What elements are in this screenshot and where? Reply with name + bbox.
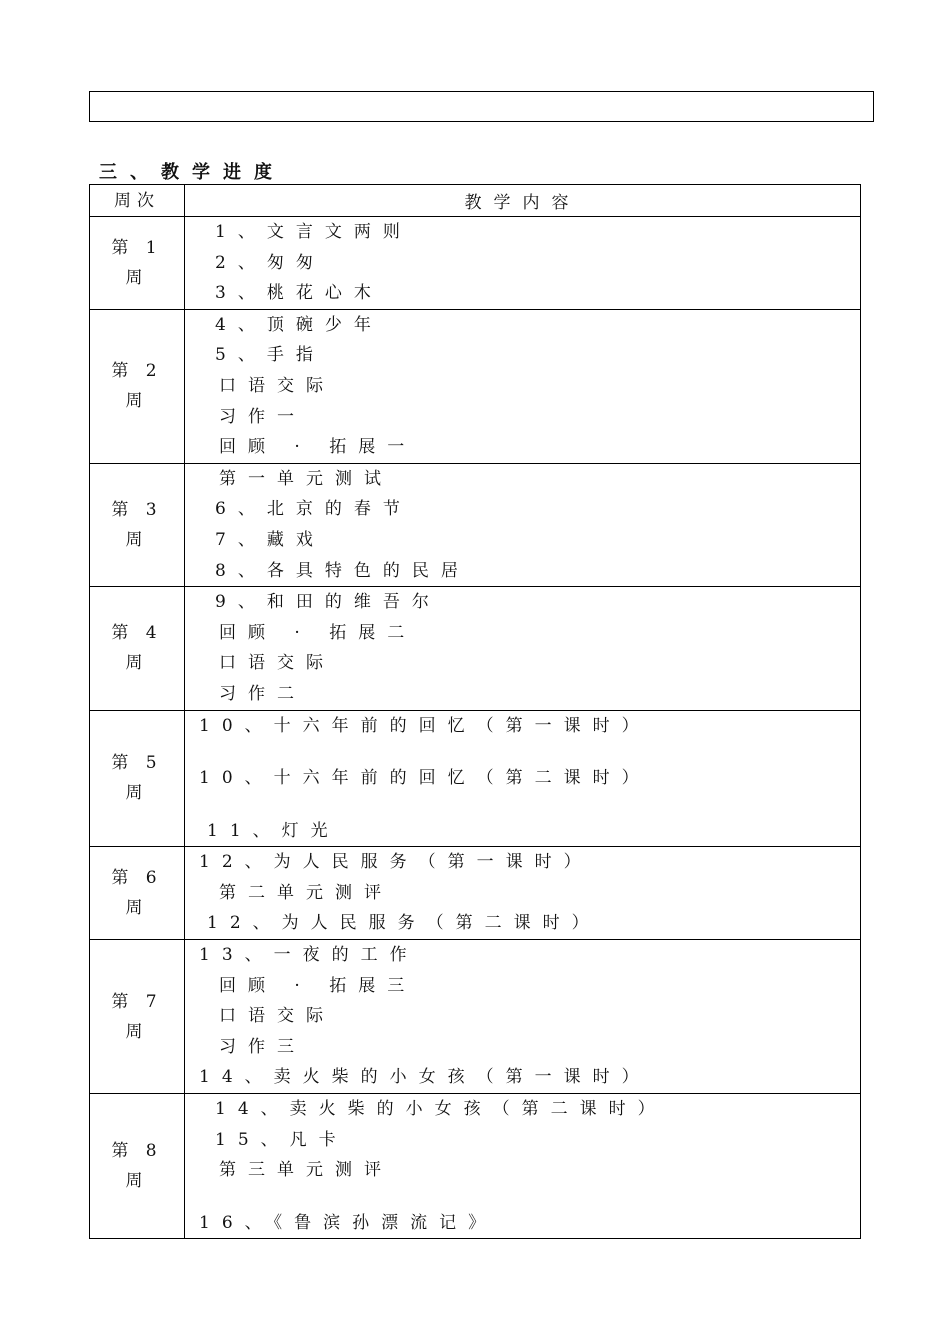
table-row xyxy=(90,940,861,1094)
list-item: 14、卖火柴的小女孩（第二课时） xyxy=(215,1099,667,1120)
week-unit: 周 xyxy=(125,391,149,412)
week-cell xyxy=(90,940,185,1094)
list-item: 口语交际 xyxy=(219,1006,335,1027)
table-row xyxy=(90,463,861,586)
week-label: 第 7 xyxy=(111,991,163,1012)
table-row xyxy=(90,587,861,710)
list-item: 10、十六年前的回忆（第二课时） xyxy=(199,768,651,789)
week-label: 第 5 xyxy=(111,753,163,774)
content-cell xyxy=(185,217,861,310)
table-row xyxy=(90,309,861,463)
list-item: 习作二 xyxy=(219,683,306,704)
week-cell xyxy=(90,1094,185,1239)
list-item: 12、为人民服务（第一课时） xyxy=(199,852,593,873)
list-item: 14、卖火柴的小女孩（第一课时） xyxy=(199,1067,651,1088)
content-cell xyxy=(185,587,861,710)
header-content: 教学内容 xyxy=(185,185,861,217)
list-item: 6、北京的春节 xyxy=(215,499,412,520)
list-item: 9、和田的维吾尔 xyxy=(215,592,441,613)
week-unit: 周 xyxy=(125,783,149,804)
top-empty-box xyxy=(89,91,874,122)
week-cell xyxy=(90,309,185,463)
week-unit: 周 xyxy=(125,267,149,288)
list-item: 16、《鲁滨孙漂流记》 xyxy=(199,1212,498,1233)
content-cell xyxy=(185,710,861,847)
content-cell xyxy=(185,463,861,586)
list-item: 回顾 · 拓展一 xyxy=(219,437,417,458)
section-title: 三、教学进度 xyxy=(99,162,285,183)
week-label: 第 2 xyxy=(111,361,163,382)
week-unit: 周 xyxy=(125,1171,149,1192)
week-cell xyxy=(90,463,185,586)
week-unit: 周 xyxy=(125,529,149,550)
content-cell xyxy=(185,847,861,940)
list-item: 12、为人民服务（第二课时） xyxy=(207,913,601,934)
list-item: 第一单元测试 xyxy=(219,468,393,489)
content-cell xyxy=(185,940,861,1094)
week-unit: 周 xyxy=(125,898,149,919)
content-cell xyxy=(185,1094,861,1239)
list-item: 13、一夜的工作 xyxy=(199,945,419,966)
table-row xyxy=(90,847,861,940)
list-item: 回顾 · 拓展二 xyxy=(219,622,417,643)
week-cell xyxy=(90,587,185,710)
week-unit: 周 xyxy=(125,1021,149,1042)
list-item: 8、各具特色的民居 xyxy=(215,560,470,581)
list-item: 第三单元测评 xyxy=(219,1160,393,1181)
list-item: 习作一 xyxy=(219,406,306,427)
list-item: 15、凡卡 xyxy=(215,1129,348,1150)
table-header-row xyxy=(90,185,861,217)
table-row xyxy=(90,710,861,847)
week-label: 第 8 xyxy=(111,1141,163,1162)
list-item: 4、顶碗少年 xyxy=(215,314,383,335)
list-item: 11、灯光 xyxy=(207,820,340,841)
schedule-table xyxy=(89,184,861,1239)
list-item: 7、藏戏 xyxy=(215,529,325,550)
week-label: 第 3 xyxy=(111,499,163,520)
week-label: 第 6 xyxy=(111,868,163,889)
list-item: 习作三 xyxy=(219,1036,306,1057)
list-item: 口语交际 xyxy=(219,653,335,674)
week-cell xyxy=(90,217,185,310)
week-label: 第 4 xyxy=(111,623,163,644)
week-unit: 周 xyxy=(125,653,149,674)
list-item: 回顾 · 拓展三 xyxy=(219,975,417,996)
list-item: 第二单元测评 xyxy=(219,882,393,903)
week-cell xyxy=(90,847,185,940)
list-item: 5、手指 xyxy=(215,345,325,366)
table-row xyxy=(90,1094,861,1239)
list-item: 10、十六年前的回忆（第一课时） xyxy=(199,715,651,736)
list-item: 3、桃花心木 xyxy=(215,283,383,304)
content-cell xyxy=(185,309,861,463)
list-item: 口语交际 xyxy=(219,375,335,396)
week-label: 第 1 xyxy=(111,237,163,258)
week-cell xyxy=(90,710,185,847)
table-row xyxy=(90,217,861,310)
header-week: 周次 xyxy=(90,185,185,217)
list-item: 1、文言文两则 xyxy=(215,222,412,242)
list-item: 2、匆匆 xyxy=(215,252,325,273)
